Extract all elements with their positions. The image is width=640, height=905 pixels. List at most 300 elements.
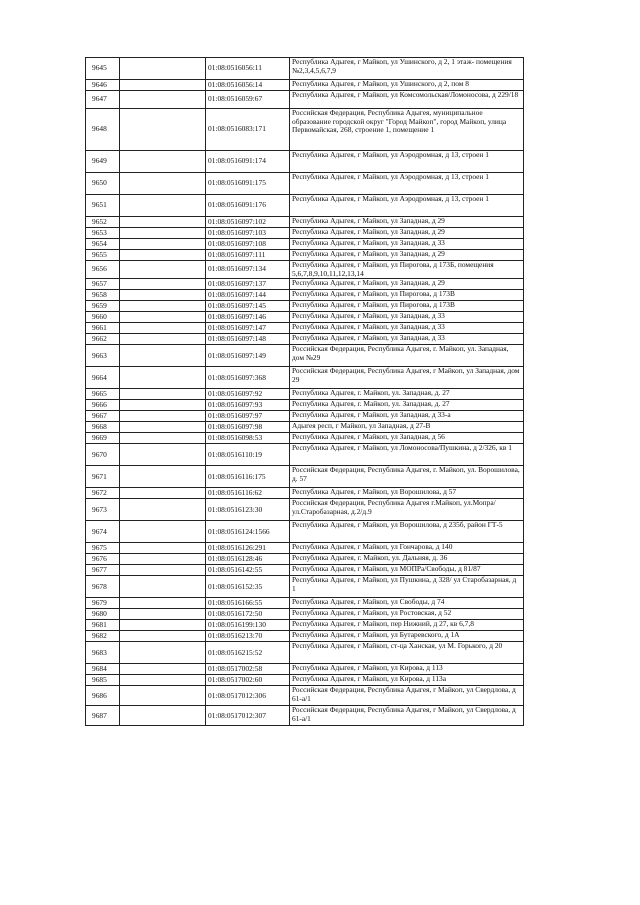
table-row: [86, 675, 524, 686]
cadastral-number-cell: [206, 290, 290, 301]
address-cell: [290, 345, 524, 367]
address-cell: [290, 686, 524, 706]
cadastral-number: 01:08:0516116:62: [208, 488, 262, 498]
table-row: [86, 91, 524, 109]
address-cell: [290, 109, 524, 151]
address: Республика Адыгея, г Майкоп, ул Пушкина, д 328/ ул Старобазарная, д 1: [292, 575, 517, 594]
table-row: [86, 706, 524, 726]
cadastral-number-cell: [206, 609, 290, 620]
row-number: 9673: [92, 504, 107, 514]
row-number-cell: [86, 466, 120, 488]
row-number: 9651: [92, 200, 107, 210]
table-row: [86, 543, 524, 554]
address: Республика Адыгея, г Майкоп, ул Ростовская, д 52: [292, 608, 452, 618]
row-number: 9667: [92, 411, 107, 421]
address-cell: [290, 323, 524, 334]
cadastral-number: 01:08:0516059:67: [208, 94, 263, 104]
address-cell: [290, 433, 524, 444]
row-number: 9653: [92, 227, 107, 237]
empty-cell-cell: [120, 312, 206, 323]
row-number: 9657: [92, 279, 107, 289]
empty-cell-cell: [120, 444, 206, 466]
row-number-cell: [86, 109, 120, 151]
address: Республика Адыгея, г Майкоп, ул Западная, д 33: [292, 322, 445, 332]
address-cell: [290, 411, 524, 422]
cadastral-number-cell: [206, 433, 290, 444]
row-number-cell: [86, 620, 120, 631]
address: Российская Федерация, Республика Адыгея, г Майкоп, ул Свердлова, д 61-а/1: [292, 705, 516, 724]
row-number-cell: [86, 250, 120, 261]
cadastral-number-cell: [206, 664, 290, 675]
row-number: 9685: [92, 675, 107, 685]
row-number: 9677: [92, 565, 107, 575]
cadastral-number: 01:08:0516110:19: [208, 449, 262, 459]
row-number: 9686: [92, 690, 107, 700]
table-row: [86, 80, 524, 91]
cadastral-number-cell: [206, 173, 290, 195]
address: Республика Адыгея, г Майкоп, ул Западная, д 29: [292, 227, 445, 236]
cadastral-number: 01:08:0516083:171: [208, 124, 266, 134]
row-number: 9681: [92, 620, 107, 630]
table-row: [86, 620, 524, 631]
address: Республика Адыгея, г Майкоп, ул Кирова, д 113а: [292, 674, 447, 684]
cadastral-number: 01:08:0516098:53: [208, 433, 263, 443]
row-number: 9670: [92, 449, 107, 459]
address: Республика Адыгея, г Майкоп, ул Бутаревского, д 1А: [292, 630, 460, 640]
table-row: [86, 109, 524, 151]
empty-cell-cell: [120, 334, 206, 345]
row-number-cell: [86, 58, 120, 80]
empty-cell-cell: [120, 367, 206, 389]
table-row: [86, 521, 524, 543]
table-row: [86, 334, 524, 345]
cadastral-number: 01:08:0516097:137: [208, 279, 266, 289]
address: Республика Адыгея, г Майкоп, ул Западная, д 33: [292, 311, 445, 321]
empty-cell-cell: [120, 565, 206, 576]
row-number: 9671: [92, 471, 107, 481]
row-number: 9646: [92, 79, 107, 89]
address: Республика Адыгея, г Майкоп, ул Гончарова, д 140: [292, 542, 453, 552]
address: Республика Адыгея, г Майкоп, ул Ушинского, д 2, пом 8: [292, 79, 470, 88]
empty-cell-cell: [120, 323, 206, 334]
row-number: 9687: [92, 710, 107, 720]
address: Российская Федерация, Республика Адыгея г.Майкоп, ул.Мопра/ул.Старобазарная, д.2/д.9: [292, 498, 496, 517]
row-number-cell: [86, 499, 120, 521]
row-number: 9672: [92, 488, 107, 498]
cadastral-number: 01:08:0516128:46: [208, 554, 263, 564]
address-cell: [290, 576, 524, 598]
table-row: [86, 422, 524, 433]
address-cell: [290, 250, 524, 261]
address-cell: [290, 565, 524, 576]
empty-cell-cell: [120, 151, 206, 173]
empty-cell-cell: [120, 466, 206, 488]
table-row: [86, 400, 524, 411]
table-row: [86, 58, 524, 80]
cadastral-number-cell: [206, 279, 290, 290]
empty-cell-cell: [120, 598, 206, 609]
cadastral-number: 01:08:0516097:368: [208, 372, 266, 382]
address-cell: [290, 466, 524, 488]
empty-cell-cell: [120, 239, 206, 250]
address: Республика Адыгея, г Майкоп, ул Аэродромная, д 13, строен 1: [292, 150, 489, 159]
row-number-cell: [86, 686, 120, 706]
address: Республика Адыгея, г Майкоп, ул Западная, д 56: [292, 432, 445, 442]
address: Республика Адыгея, г Майкоп, ул Комсомольская/Ломоносова, д 229/18: [292, 90, 519, 99]
empty-cell-cell: [120, 195, 206, 217]
empty-cell-cell: [120, 228, 206, 239]
empty-cell-cell: [120, 217, 206, 228]
address: Адыгея респ, г Майкоп, ул Западная, д 27-В: [292, 421, 431, 431]
row-number-cell: [86, 91, 120, 109]
row-number: 9647: [92, 94, 107, 104]
cadastral-number-cell: [206, 250, 290, 261]
row-number-cell: [86, 151, 120, 173]
cadastral-number: 01:08:0516091:175: [208, 178, 266, 188]
address: Республика Адыгея, г Майкоп, ул Западная, д 33-а: [292, 410, 451, 420]
cadastral-number-cell: [206, 389, 290, 400]
cadastral-number: 01:08:0516166:55: [208, 598, 263, 608]
row-number-cell: [86, 80, 120, 91]
cadastral-number: 01:08:0516215:52: [208, 647, 263, 657]
table-row: [86, 686, 524, 706]
row-number-cell: [86, 664, 120, 675]
row-number: 9675: [92, 543, 107, 553]
empty-cell-cell: [120, 433, 206, 444]
cadastral-number: 01:08:0517012:306: [208, 690, 266, 700]
address: Республика Адыгея, г Майкоп, ул Западная, д 29: [292, 249, 445, 258]
row-number-cell: [86, 642, 120, 664]
cadastral-number-cell: [206, 367, 290, 389]
cadastral-number: 01:08:0516116:175: [208, 471, 266, 481]
cadastral-number: 01:08:0517002:60: [208, 675, 263, 685]
empty-cell-cell: [120, 642, 206, 664]
table-row: [86, 444, 524, 466]
address-cell: [290, 389, 524, 400]
address-cell: [290, 367, 524, 389]
cadastral-number-cell: [206, 631, 290, 642]
row-number-cell: [86, 488, 120, 499]
cadastral-number-cell: [206, 80, 290, 91]
row-number-cell: [86, 521, 120, 543]
empty-cell-cell: [120, 706, 206, 726]
empty-cell-cell: [120, 686, 206, 706]
empty-cell-cell: [120, 279, 206, 290]
cadastral-number-cell: [206, 91, 290, 109]
table-row: [86, 239, 524, 250]
row-number: 9648: [92, 124, 107, 134]
empty-cell-cell: [120, 488, 206, 499]
row-number: 9645: [92, 63, 107, 73]
empty-cell-cell: [120, 345, 206, 367]
row-number-cell: [86, 565, 120, 576]
table-row: [86, 411, 524, 422]
row-number-cell: [86, 290, 120, 301]
row-number-cell: [86, 675, 120, 686]
table-row: [86, 598, 524, 609]
address-cell: [290, 422, 524, 433]
address-cell: [290, 239, 524, 250]
cadastral-number-cell: [206, 521, 290, 543]
cadastral-number-cell: [206, 58, 290, 80]
empty-cell-cell: [120, 58, 206, 80]
address-cell: [290, 151, 524, 173]
cadastral-number: 01:08:0516097:92: [208, 389, 263, 399]
table-row: [86, 195, 524, 217]
address-cell: [290, 91, 524, 109]
cadastral-number-cell: [206, 422, 290, 433]
table-row: [86, 173, 524, 195]
address-cell: [290, 598, 524, 609]
table-row: [86, 250, 524, 261]
address-cell: [290, 334, 524, 345]
address-cell: [290, 543, 524, 554]
cadastral-number: 01:08:0516124:1566: [208, 526, 270, 536]
row-number-cell: [86, 389, 120, 400]
table-row: [86, 609, 524, 620]
row-number: 9650: [92, 178, 107, 188]
address-cell: [290, 554, 524, 565]
table-row: [86, 151, 524, 173]
address-cell: [290, 312, 524, 323]
cadastral-number: 01:08:0516091:176: [208, 200, 266, 210]
address-cell: [290, 664, 524, 675]
empty-cell-cell: [120, 631, 206, 642]
row-number: 9680: [92, 609, 107, 619]
row-number: 9665: [92, 389, 107, 399]
row-number: 9682: [92, 631, 107, 641]
cadastral-number-cell: [206, 151, 290, 173]
row-number: 9654: [92, 238, 107, 248]
cadastral-number: 01:08:0516056:14: [208, 79, 263, 89]
row-number: 9662: [92, 334, 107, 344]
table-row: [86, 565, 524, 576]
address: Республика Адыгея, г Майкоп, ул Ворошилова, д 235б, район ГТ-5: [292, 520, 503, 530]
address-cell: [290, 261, 524, 279]
empty-cell-cell: [120, 554, 206, 565]
address: Республика Адыгея, г. Майкоп, ул. Дальняя, д. 36: [292, 553, 448, 563]
address-cell: [290, 228, 524, 239]
row-number: 9663: [92, 350, 107, 360]
address-cell: [290, 279, 524, 290]
row-number-cell: [86, 228, 120, 239]
cadastral-number: 01:08:0516097:111: [208, 249, 266, 259]
cadastral-number: 01:08:0516097:149: [208, 350, 266, 360]
row-number-cell: [86, 631, 120, 642]
table-row: [86, 433, 524, 444]
address: Республика Адыгея, г Майкоп, ул Западная, д 33: [292, 333, 445, 343]
address: Республика Адыгея, г Майкоп, ул МОПРа/Свободы, д 81/87: [292, 564, 481, 574]
address: Республика Адыгея, г Майкоп, ст-ца Ханская, ул М. Горького, д 20: [292, 641, 503, 651]
cadastral-number-cell: [206, 411, 290, 422]
table-row: [86, 466, 524, 488]
registry-table: [85, 57, 524, 726]
cadastral-number-cell: [206, 301, 290, 312]
table-row: [86, 323, 524, 334]
empty-cell-cell: [120, 109, 206, 151]
table-row: [86, 488, 524, 499]
empty-cell-cell: [120, 609, 206, 620]
cadastral-number: 01:08:0516097:103: [208, 227, 266, 237]
table-row: [86, 261, 524, 279]
cadastral-number: 01:08:0516097:147: [208, 323, 266, 333]
table-row: [86, 631, 524, 642]
table-row: [86, 228, 524, 239]
cadastral-number-cell: [206, 323, 290, 334]
cadastral-number-cell: [206, 565, 290, 576]
row-number: 9669: [92, 433, 107, 443]
empty-cell-cell: [120, 250, 206, 261]
address: Республика Адыгея, г Майкоп, ул Ворошилова, д 57: [292, 487, 457, 497]
cadastral-number: 01:08:0516123:30: [208, 504, 263, 514]
row-number: 9664: [92, 372, 107, 382]
cadastral-number-cell: [206, 239, 290, 250]
table-row: [86, 290, 524, 301]
address: Республика Адыгея, г Майкоп, ул Западная, д 33: [292, 238, 445, 247]
empty-cell-cell: [120, 301, 206, 312]
cadastral-number-cell: [206, 444, 290, 466]
row-number: 9660: [92, 312, 107, 322]
table-row: [86, 345, 524, 367]
row-number: 9656: [92, 264, 107, 274]
cadastral-number-cell: [206, 217, 290, 228]
row-number-cell: [86, 543, 120, 554]
cadastral-number-cell: [206, 576, 290, 598]
row-number-cell: [86, 422, 120, 433]
address: Республика Адыгея, г Майкоп, ул Пирогова, д 173В: [292, 300, 455, 310]
cadastral-number-cell: [206, 488, 290, 499]
cadastral-number-cell: [206, 554, 290, 565]
row-number-cell: [86, 312, 120, 323]
cadastral-number: 01:08:0516172:50: [208, 609, 263, 619]
cadastral-number: 01:08:0516097:146: [208, 312, 266, 322]
cadastral-number: 01:08:0516213:70: [208, 631, 263, 641]
row-number: 9659: [92, 301, 107, 311]
empty-cell-cell: [120, 80, 206, 91]
cadastral-number-cell: [206, 620, 290, 631]
cadastral-number: 01:08:0517012:307: [208, 710, 266, 720]
row-number-cell: [86, 576, 120, 598]
cadastral-number: 01:08:0516091:174: [208, 156, 266, 166]
cadastral-number-cell: [206, 686, 290, 706]
table-row: [86, 664, 524, 675]
table-row: [86, 367, 524, 389]
address-cell: [290, 642, 524, 664]
table-row: [86, 389, 524, 400]
address: Республика Адыгея, г Майкоп, ул Аэродромная, д 13, строен 1: [292, 172, 489, 181]
cadastral-number: 01:08:0516126:291: [208, 543, 266, 553]
row-number-cell: [86, 173, 120, 195]
row-number: 9658: [92, 290, 107, 300]
row-number-cell: [86, 217, 120, 228]
address-cell: [290, 58, 524, 80]
address-cell: [290, 620, 524, 631]
empty-cell-cell: [120, 400, 206, 411]
address: Российская Федерация, Республика Адыгея, г. Майкоп, ул. Западная, дом №29: [292, 344, 509, 363]
address-cell: [290, 80, 524, 91]
empty-cell-cell: [120, 543, 206, 554]
address: Республика Адыгея, г Майкоп, пер Нижний, д 27, кв 6,7,8: [292, 619, 474, 629]
cadastral-number-cell: [206, 466, 290, 488]
cadastral-number-cell: [206, 195, 290, 217]
row-number: 9668: [92, 422, 107, 432]
cadastral-number-cell: [206, 334, 290, 345]
row-number-cell: [86, 609, 120, 620]
table-row: [86, 217, 524, 228]
row-number-cell: [86, 367, 120, 389]
address-cell: [290, 675, 524, 686]
cadastral-number: 01:08:0516097:144: [208, 290, 266, 300]
address: Республика Адыгея, г Майкоп, ул Ломоносова/Пушкина, д 2/326, кв 1: [292, 443, 512, 453]
cadastral-number: 01:08:0516097:93: [208, 400, 263, 410]
empty-cell-cell: [120, 620, 206, 631]
row-number: 9652: [92, 216, 107, 226]
address-cell: [290, 400, 524, 411]
address-cell: [290, 631, 524, 642]
row-number-cell: [86, 433, 120, 444]
address: Республика Адыгея, г. Майкоп, ул. Западная, д. 27: [292, 399, 450, 409]
table-row: [86, 301, 524, 312]
address: Республика Адыгея, г Майкоп, ул Аэродромная, д 13, строен 1: [292, 194, 489, 203]
address-cell: [290, 521, 524, 543]
row-number-cell: [86, 598, 120, 609]
cadastral-number-cell: [206, 598, 290, 609]
cadastral-number: 01:08:0516152:35: [208, 581, 263, 591]
address: Республика Адыгея, г Майкоп, ул Кирова, д 113: [292, 663, 443, 673]
address: Республика Адыгея, г Майкоп, ул Свободы, д 74: [292, 597, 445, 607]
empty-cell-cell: [120, 499, 206, 521]
cadastral-number: 01:08:0516097:98: [208, 422, 263, 432]
row-number-cell: [86, 411, 120, 422]
address-cell: [290, 290, 524, 301]
row-number-cell: [86, 400, 120, 411]
empty-cell-cell: [120, 422, 206, 433]
address-cell: [290, 706, 524, 726]
address: Республика Адыгея, г Майкоп, ул Пирогова, д 173В: [292, 289, 455, 299]
cadastral-number-cell: [206, 499, 290, 521]
registry-table-body: [86, 58, 524, 726]
row-number: 9683: [92, 647, 107, 657]
cadastral-number-cell: [206, 261, 290, 279]
empty-cell-cell: [120, 411, 206, 422]
empty-cell-cell: [120, 664, 206, 675]
cadastral-number-cell: [206, 228, 290, 239]
row-number-cell: [86, 554, 120, 565]
row-number: 9678: [92, 581, 107, 591]
cadastral-number: 01:08:0516097:108: [208, 238, 266, 248]
address: Республика Адыгея, г. Майкоп, ул. Западная, д. 27: [292, 388, 450, 398]
row-number-cell: [86, 444, 120, 466]
address-cell: [290, 195, 524, 217]
address: Российская Федерация, Республика Адыгея, г Майкоп, ул Свердлова, д 61-а/1: [292, 685, 516, 704]
row-number-cell: [86, 706, 120, 726]
cadastral-number: 01:08:0516142:55: [208, 565, 263, 575]
address-cell: [290, 609, 524, 620]
row-number: 9676: [92, 554, 107, 564]
cadastral-number-cell: [206, 706, 290, 726]
cadastral-number-cell: [206, 675, 290, 686]
empty-cell-cell: [120, 290, 206, 301]
table-row: [86, 312, 524, 323]
row-number-cell: [86, 301, 120, 312]
cadastral-number-cell: [206, 345, 290, 367]
address-cell: [290, 444, 524, 466]
row-number-cell: [86, 261, 120, 279]
cadastral-number: 01:08:0517002:58: [208, 664, 263, 674]
address: Республика Адыгея, г Майкоп, ул Ушинского, д 2, 1 этаж- помещения №2,3,4,5,6,7,9: [292, 57, 512, 75]
cadastral-number: 01:08:0516056:11: [208, 63, 262, 73]
row-number-cell: [86, 345, 120, 367]
